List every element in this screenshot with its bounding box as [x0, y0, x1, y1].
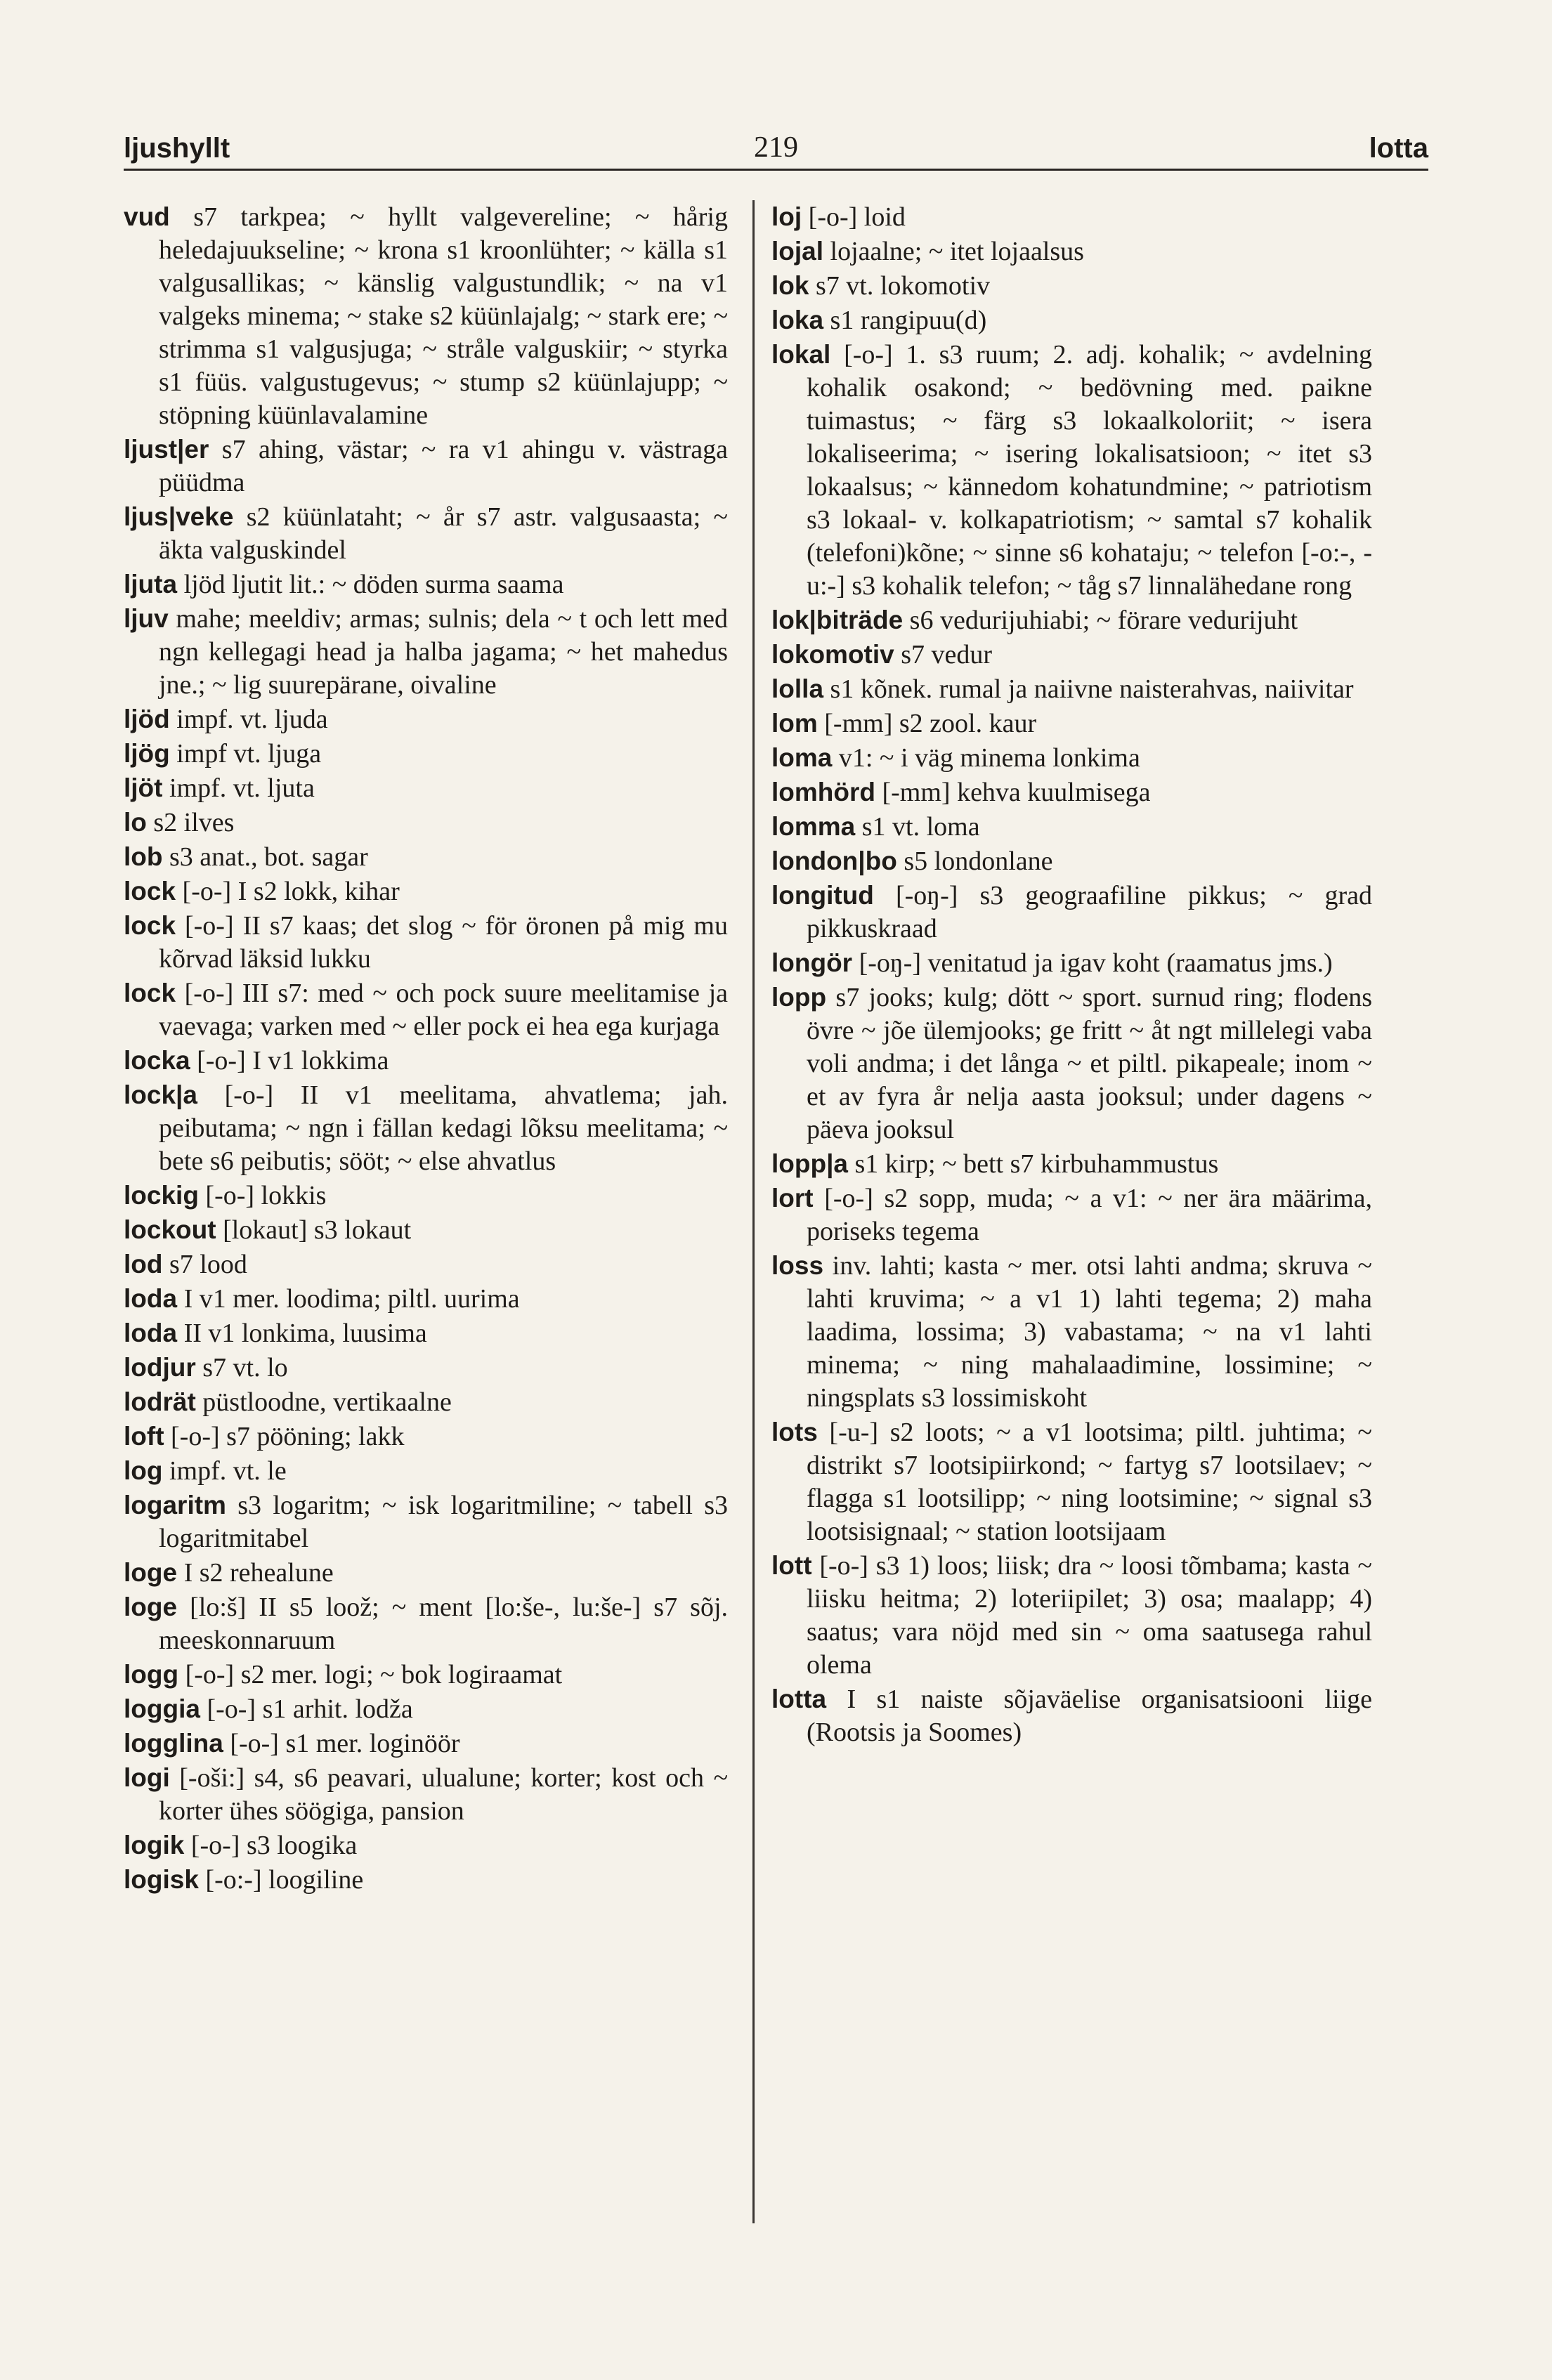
entry-definition: [-mm] s2 zool. kaur [817, 709, 1037, 738]
entry-definition: s7 vt. lo [195, 1353, 288, 1382]
entry-headword: loj [771, 202, 802, 231]
entry-headword: loma [771, 743, 833, 772]
entry-headword: lok [771, 271, 809, 300]
dictionary-entry [771, 1147, 1372, 1181]
entry-headword: lodrät [124, 1387, 196, 1416]
dictionary-entry [124, 771, 728, 805]
entry-headword: london|bo [771, 846, 897, 875]
dictionary-entry [124, 602, 728, 702]
dictionary-entry [124, 1044, 728, 1078]
dictionary-entry [124, 1556, 728, 1590]
entry-definition: [-o-] s7 pööning; lakk [164, 1422, 405, 1451]
page-number: 219 [754, 131, 798, 164]
dictionary-entry [124, 1316, 728, 1350]
dictionary-entry [771, 1182, 1372, 1248]
entry-definition: [-oŋ-] venitatud ja igav koht (raamatus jms.) [852, 948, 1333, 978]
dictionary-entry [771, 1415, 1372, 1548]
entry-headword: loka [771, 306, 824, 334]
entry-definition: [lo:š] II s5 loož; ~ ment [lo:še-, lu:še-] s7 sõj. meeskonnaruum [159, 1593, 728, 1655]
entry-definition: s2 ilves [146, 808, 235, 837]
entry-headword: lock|a [124, 1080, 197, 1109]
entry-definition: s1 vt. loma [855, 812, 980, 842]
entry-headword: loda [124, 1284, 178, 1313]
dictionary-entry [124, 568, 728, 601]
dictionary-entry [124, 840, 728, 874]
entry-headword: logi [124, 1763, 170, 1792]
dictionary-entry [124, 737, 728, 771]
entry-definition: [-o-] I v1 lokkima [190, 1046, 389, 1075]
dictionary-entry [124, 976, 728, 1043]
entry-definition: v1: ~ i väg minema lonkima [832, 743, 1140, 773]
entry-headword: lockig [124, 1181, 199, 1210]
entry-definition: [-o-] s1 arhit. lodža [200, 1694, 413, 1724]
dictionary-entry [124, 1829, 728, 1862]
dictionary-entry [124, 806, 728, 839]
header-first-word: ljushyllt [124, 133, 230, 164]
entry-headword: longör [771, 948, 853, 977]
entry-headword: loggia [124, 1694, 200, 1723]
dictionary-entry [124, 1420, 728, 1453]
dictionary-entry [771, 269, 1372, 303]
entry-headword: lomma [771, 812, 856, 841]
entry-definition: s1 kõnek. rumal ja naiivne naisterahvas, naiivitar [823, 674, 1354, 704]
entry-headword: loge [124, 1558, 178, 1587]
entry-definition: s2 küünlataht; ~ år s7 astr. valgusaasta; ~ äkta valguskindel [159, 502, 728, 565]
entry-definition: s7 lood [162, 1250, 247, 1279]
entry-headword: lott [771, 1551, 812, 1580]
entry-definition: s6 vedurijuhiabi; ~ förare vedurijuht [903, 606, 1298, 635]
entry-headword: logg [124, 1660, 179, 1689]
entry-headword: loge [124, 1593, 178, 1621]
entry-definition: [-o-] 1. s3 ruum; 2. adj. kohalik; ~ avdelning kohalik osakond; ~ bedövning med. paikne tuimastus; ~ färg s3 lokaalkoloriit; ~ isera lokaliseerima; ~ isering lokalisatsioon; ~ itet s3 lokaalsus; ~ kännedom kohatundmine; ~ patriotism s3 lokaal- v. kolkapatriotism; ~ samtal s7 kohalik (telefoni)kõne; ~ sinne s6 kohataju; ~ telefon [-o:-, -u:-] s3 kohalik telefon; ~ tåg s7 linnalähedane rong [807, 340, 1372, 601]
dictionary-entry [124, 1179, 728, 1212]
dictionary-entry [771, 672, 1372, 706]
dictionary-entry [771, 1249, 1372, 1415]
dictionary-entry [771, 946, 1372, 980]
entry-definition: s7 vt. lokomotiv [809, 271, 991, 301]
entry-definition: [-o-] II v1 meelitama, ahvatlema; jah. peibutama; ~ ngn i fällan kedagi lõksu meelitama; ~ bete s6 peibutis; sööt; ~ else ahvatlus [159, 1080, 728, 1176]
dictionary-entry [771, 879, 1372, 946]
entry-definition: [-o-] III s7: med ~ och pock suure meelitamise ja vaevaga; varken med ~ eller pock ei hea ega kurjaga [159, 979, 728, 1041]
dictionary-entry [124, 1213, 728, 1247]
dictionary-entry [771, 844, 1372, 878]
entry-definition: impf. vt. ljuda [169, 705, 328, 734]
entry-definition: lojaalne; ~ itet lojaalsus [823, 237, 1084, 266]
entry-headword: locka [124, 1046, 190, 1075]
entry-headword: lodjur [124, 1353, 196, 1382]
entry-definition: ljöd ljutit lit.: ~ döden surma saama [177, 570, 564, 599]
dictionary-entry [124, 1078, 728, 1178]
dictionary-entry [124, 500, 728, 567]
entry-definition: [-o-] I s2 lokk, kihar [176, 877, 400, 906]
entry-headword: ljuta [124, 570, 178, 599]
entry-definition: s1 kirp; ~ bett s7 kirbuhammustus [848, 1149, 1219, 1179]
dictionary-entry [771, 338, 1372, 603]
dictionary-entry [124, 1658, 728, 1692]
entry-headword: lotta [771, 1685, 827, 1713]
left-column [124, 200, 728, 1897]
entry-definition: [-o-] s3 loogika [184, 1831, 358, 1860]
entry-definition: I v1 mer. loodima; piltl. uurima [177, 1284, 520, 1314]
entry-headword: lock [124, 877, 176, 905]
entry-definition: [-oši:] s4, s6 peavari, ulualune; korter; kost och ~ korter ühes söögiga, pansion [159, 1763, 728, 1826]
dictionary-entry [771, 741, 1372, 775]
dictionary-entry [771, 1682, 1372, 1749]
entry-definition: [lokaut] s3 lokaut [216, 1215, 412, 1245]
dictionary-entry [124, 1248, 728, 1281]
entry-headword: lort [771, 1184, 814, 1212]
entry-headword: lock [124, 979, 176, 1007]
entry-headword: ljöd [124, 705, 170, 733]
entry-headword: ljuv [124, 604, 169, 633]
entry-definition: [-o-] lokkis [198, 1181, 327, 1210]
dictionary-entry [124, 1863, 728, 1897]
dictionary-entry [124, 200, 728, 432]
dictionary-entry [124, 909, 728, 976]
entry-definition: s1 rangipuu(d) [823, 306, 987, 335]
dictionary-entry [771, 1549, 1372, 1682]
dictionary-entry [124, 1727, 728, 1760]
entry-headword: lomhörd [771, 778, 875, 806]
dictionary-entry [771, 981, 1372, 1146]
entry-definition: s7 jooks; kulg; dött ~ sport. surnud ring; flodens övre ~ jõe ülemjooks; ge fritt ~ åt ngt millelegi vaba voli andma; i det långa ~ et piltl. pikapeale; inom ~ et av fyra år nelja aasta jooksul; under dagens ~ päeva jooksul [807, 983, 1372, 1144]
dictionary-entry [124, 1351, 728, 1385]
dictionary-entry [771, 707, 1372, 740]
entry-definition: [-o-] s2 sopp, muda; ~ a v1: ~ ner ära määrima, poriseks tegema [807, 1184, 1372, 1246]
entry-definition: s7 ahing, västar; ~ ra v1 ahingu v. västraga püüdma [159, 435, 728, 497]
entry-definition: [-o-] s2 mer. logi; ~ bok logiraamat [178, 1660, 563, 1689]
entry-headword: log [124, 1456, 163, 1485]
dictionary-entry [124, 702, 728, 736]
entry-definition: [-o:-] loogiline [198, 1865, 364, 1895]
entry-definition: püstloodne, vertikaalne [195, 1387, 452, 1417]
entry-headword: lo [124, 808, 147, 837]
entry-headword: lok|biträde [771, 606, 904, 634]
entry-headword: lolla [771, 674, 824, 703]
column-divider [752, 200, 755, 2223]
dictionary-entry [124, 1385, 728, 1419]
entry-definition: s3 anat., bot. sagar [162, 842, 368, 872]
entry-headword: lom [771, 709, 818, 738]
entry-definition: s5 londonlane [896, 846, 1053, 876]
entry-headword: ljöt [124, 773, 163, 802]
entry-headword: ljust|er [124, 435, 209, 464]
entry-definition: I s1 naiste sõjaväelise organisatsiooni liige (Rootsis ja Soomes) [807, 1685, 1372, 1747]
entry-definition: [-o-] s1 mer. loginöör [223, 1729, 460, 1758]
dictionary-entry [124, 433, 728, 499]
entry-definition: impf vt. ljuga [169, 739, 322, 769]
entry-headword: logaritm [124, 1491, 226, 1519]
entry-headword: longitud [771, 881, 874, 910]
entry-headword: lots [771, 1418, 818, 1446]
right-column [771, 200, 1372, 1750]
entry-headword: logik [124, 1831, 185, 1859]
entry-headword: lokomotiv [771, 640, 894, 669]
entry-headword: lob [124, 842, 163, 871]
entry-headword: lokal [771, 340, 831, 369]
entry-headword: vud [124, 202, 170, 231]
page-header [124, 112, 1428, 171]
dictionary-entry [124, 1761, 728, 1828]
entry-headword: ljög [124, 739, 170, 768]
header-last-word: lotta [1369, 133, 1428, 164]
entry-definition: [-o-] s3 1) loos; liisk; dra ~ loosi tõmbama; kasta ~ liisku heitma; 2) loteriipilet; 3) osa; maalapp; 4) saatus; vara nöjd med sin ~ oma saatusega rahul olema [807, 1551, 1372, 1680]
entry-headword: ljus|veke [124, 502, 234, 531]
dictionary-entry [771, 303, 1372, 337]
entry-definition: mahe; meeldiv; armas; sulnis; dela ~ t och lett med ngn kellegagi head ja halba jagama; ~ het mahedus jne.; ~ lig suurepärane, oivaline [159, 604, 728, 700]
dictionary-entry [771, 638, 1372, 672]
entry-definition: [-u-] s2 loots; ~ a v1 lootsima; piltl. juhtima; ~ distrikt s7 lootsipiirkond; ~ fartyg s7 lootsilaev; ~ flagga s1 lootsilipp; ~ ning lootsimine; ~ signal s3 lootsisignaal; ~ station lootsijaam [807, 1418, 1372, 1546]
entry-headword: lock [124, 911, 176, 940]
entry-headword: lojal [771, 237, 824, 266]
dictionary-entry [771, 235, 1372, 268]
entry-definition: s7 tarkpea; ~ hyllt valgevereline; ~ hårig heledajuukseline; ~ krona s1 kroonlühter; ~ källa s1 valgusallikas; ~ känslig valgustundlik; ~ na v1 valgeks minema; ~ stake s2 küünlajalg; ~ stark ere; ~ strimma s1 valgusjuga; ~ stråle valguskiir; ~ styrka s1 füüs. valgustugevus; ~ stump s2 küünlajupp; ~ stöpning küünlavalamine [159, 202, 728, 430]
entry-headword: loss [771, 1251, 824, 1280]
dictionary-entry [124, 875, 728, 908]
entry-headword: lockout [124, 1215, 216, 1244]
dictionary-entry [771, 603, 1372, 637]
entry-headword: logisk [124, 1865, 199, 1894]
entry-headword: lopp|a [771, 1149, 849, 1178]
entry-definition: [-o-] II s7 kaas; det slog ~ för öronen på mig mu kõrvad läksid lukku [159, 911, 728, 974]
entry-headword: lod [124, 1250, 163, 1279]
dictionary-entry [771, 200, 1372, 234]
dictionary-entry [124, 1590, 728, 1657]
entry-definition: inv. lahti; kasta ~ mer. otsi lahti andma; skruva ~ lahti kruvima; ~ a v1 1) lahti tegema; 2) maha laadima, lossima; 3) vabastama; ~ na v1 lahti minema; ~ ning mahalaadimine, lossimine; ~ ningsplats s3 lossimiskoht [807, 1251, 1372, 1413]
entry-definition: II v1 lonkima, luusima [177, 1319, 427, 1348]
dictionary-entry [124, 1489, 728, 1555]
dictionary-entry [124, 1692, 728, 1726]
entry-headword: loda [124, 1319, 178, 1347]
entry-headword: lopp [771, 983, 827, 1012]
entry-definition: impf. vt. le [162, 1456, 287, 1486]
dictionary-entry [124, 1282, 728, 1316]
entry-definition: s3 logaritm; ~ isk logaritmiline; ~ tabell s3 logaritmitabel [159, 1491, 728, 1553]
dictionary-entry [124, 1454, 728, 1488]
entry-definition: impf. vt. ljuta [162, 773, 315, 803]
entry-definition: s7 vedur [894, 640, 993, 669]
dictionary-entry [771, 776, 1372, 809]
entry-definition: I s2 rehealune [177, 1558, 334, 1588]
entry-definition: [-o-] loid [802, 202, 906, 232]
entry-headword: loft [124, 1422, 164, 1451]
entry-definition: [-oŋ-] s3 geograafiline pikkus; ~ grad pikkuskraad [807, 881, 1372, 943]
dictionary-entry [771, 810, 1372, 844]
entry-definition: [-mm] kehva kuulmisega [875, 778, 1151, 807]
entry-headword: logglina [124, 1729, 223, 1758]
